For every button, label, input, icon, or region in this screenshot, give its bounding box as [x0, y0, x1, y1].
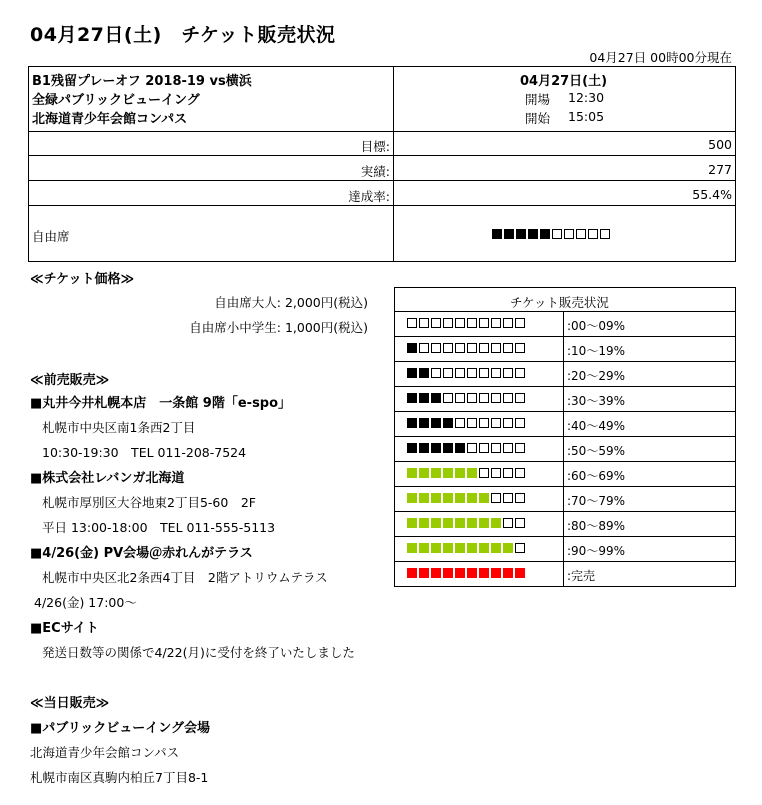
store2-name: ■株式会社レバンガ北海道	[30, 471, 185, 486]
price-adult: 自由席大人: 2,000円(税込)	[214, 295, 368, 310]
legend-row-label: :60～69%	[567, 469, 625, 483]
filled-square-icon	[479, 493, 489, 503]
store1-name: ■丸井今井札幌本店 一条館 9階「e-spo」	[30, 396, 292, 411]
store3-hours: 4/26(金) 17:00～	[34, 595, 137, 610]
empty-square-icon	[503, 418, 513, 428]
empty-square-icon	[479, 318, 489, 328]
empty-square-icon	[503, 318, 513, 328]
legend-row	[394, 412, 736, 437]
filled-square-icon	[407, 493, 417, 503]
empty-square-icon	[419, 318, 429, 328]
legend-row	[394, 337, 736, 362]
filled-square-icon	[443, 493, 453, 503]
filled-square-icon	[419, 368, 429, 378]
open-label: 開場	[525, 92, 551, 107]
filled-square-icon	[431, 443, 441, 453]
filled-square-icon	[431, 493, 441, 503]
empty-square-icon	[455, 343, 465, 353]
actual-label: 実績:	[360, 164, 390, 179]
filled-square-icon	[431, 468, 441, 478]
empty-square-icon	[455, 393, 465, 403]
legend-row-label: :80～89%	[567, 519, 625, 533]
empty-square-icon	[600, 229, 610, 239]
legend-row	[394, 512, 736, 537]
legend-row	[394, 562, 736, 587]
start-time: 15:05	[568, 109, 605, 124]
filled-square-icon	[443, 468, 453, 478]
empty-square-icon	[455, 368, 465, 378]
legend-row	[394, 462, 736, 487]
legend-row-label: :40～49%	[567, 419, 625, 433]
venue-address: 札幌市南区真駒内柏丘7丁目8-1	[30, 770, 209, 785]
filled-square-icon	[467, 543, 477, 553]
filled-square-icon	[419, 418, 429, 428]
filled-square-icon	[407, 568, 417, 578]
empty-square-icon	[443, 393, 453, 403]
empty-square-icon	[515, 518, 525, 528]
legend-row-label: :00～09%	[567, 319, 625, 333]
filled-square-icon	[455, 443, 465, 453]
start-label: 開始	[525, 111, 551, 126]
filled-square-icon	[467, 493, 477, 503]
filled-square-icon	[419, 568, 429, 578]
sameday-heading: ≪当日販売≫	[30, 696, 110, 711]
store3-name: ■4/26(金) PV会場＠赤れんがテラス	[30, 546, 253, 561]
empty-square-icon	[467, 443, 477, 453]
legend-status-bar	[407, 343, 527, 355]
empty-square-icon	[576, 229, 586, 239]
legend-status-bar	[407, 418, 527, 430]
legend-status-bar	[407, 543, 527, 555]
filled-square-icon	[443, 543, 453, 553]
empty-square-icon	[503, 393, 513, 403]
empty-square-icon	[515, 468, 525, 478]
empty-square-icon	[515, 493, 525, 503]
filled-square-icon	[491, 543, 501, 553]
legend-status-bar	[407, 518, 527, 530]
filled-square-icon	[455, 543, 465, 553]
event-name-line-2: 全緑パブリックビューイング	[32, 93, 200, 108]
filled-square-icon	[479, 568, 489, 578]
filled-square-icon	[419, 443, 429, 453]
empty-square-icon	[564, 229, 574, 239]
empty-square-icon	[515, 543, 525, 553]
legend-row-label: :完売	[567, 569, 596, 583]
empty-square-icon	[503, 518, 513, 528]
empty-square-icon	[479, 418, 489, 428]
filled-square-icon	[467, 568, 477, 578]
filled-square-icon	[443, 568, 453, 578]
target-label: 目標:	[360, 139, 390, 154]
filled-square-icon	[467, 468, 477, 478]
empty-square-icon	[515, 443, 525, 453]
ec-site-name: ■ECサイト	[30, 621, 99, 636]
filled-square-icon	[528, 229, 538, 239]
empty-square-icon	[467, 318, 477, 328]
price-heading: ≪チケット価格≫	[30, 272, 135, 287]
empty-square-icon	[491, 393, 501, 403]
legend-row-label: :70～79%	[567, 494, 625, 508]
filled-square-icon	[407, 393, 417, 403]
presale-heading: ≪前売販売≫	[30, 373, 110, 388]
event-date: 04月27日(土)	[520, 74, 608, 89]
filled-square-icon	[455, 518, 465, 528]
legend-row	[394, 387, 736, 412]
filled-square-icon	[407, 368, 417, 378]
empty-square-icon	[491, 468, 501, 478]
empty-square-icon	[479, 443, 489, 453]
empty-square-icon	[467, 393, 477, 403]
filled-square-icon	[431, 543, 441, 553]
empty-square-icon	[491, 368, 501, 378]
filled-square-icon	[407, 443, 417, 453]
filled-square-icon	[443, 518, 453, 528]
actual-value: 277	[708, 162, 732, 177]
empty-square-icon	[443, 318, 453, 328]
filled-square-icon	[492, 229, 502, 239]
filled-square-icon	[455, 468, 465, 478]
empty-square-icon	[503, 468, 513, 478]
legend-row	[394, 312, 736, 337]
filled-square-icon	[419, 468, 429, 478]
filled-square-icon	[407, 543, 417, 553]
filled-square-icon	[455, 568, 465, 578]
filled-square-icon	[540, 229, 550, 239]
legend-row-label: :30～39%	[567, 394, 625, 408]
venue-name: 北海道青少年会館コンパス	[30, 745, 180, 760]
empty-square-icon	[515, 368, 525, 378]
filled-square-icon	[419, 493, 429, 503]
legend-status-bar	[407, 368, 527, 380]
filled-square-icon	[407, 518, 417, 528]
price-child: 自由席小中学生: 1,000円(税込)	[189, 320, 368, 335]
filled-square-icon	[407, 468, 417, 478]
ec-site-note: 発送日数等の関係で4/22(月)に受付を終了いたしました	[42, 645, 355, 660]
empty-square-icon	[503, 343, 513, 353]
filled-square-icon	[504, 229, 514, 239]
filled-square-icon	[467, 518, 477, 528]
filled-square-icon	[491, 568, 501, 578]
empty-square-icon	[479, 368, 489, 378]
target-value: 500	[708, 137, 732, 152]
empty-square-icon	[515, 343, 525, 353]
legend-row-label: :20～29%	[567, 369, 625, 383]
empty-square-icon	[491, 418, 501, 428]
empty-square-icon	[467, 368, 477, 378]
legend-row-label: :90～99%	[567, 544, 625, 558]
filled-square-icon	[503, 543, 513, 553]
store2-address: 札幌市厚別区大谷地東2丁目5-60 2F	[42, 495, 256, 510]
filled-square-icon	[431, 393, 441, 403]
empty-square-icon	[407, 318, 417, 328]
empty-square-icon	[491, 343, 501, 353]
filled-square-icon	[419, 518, 429, 528]
rate-label: 達成率:	[348, 189, 390, 204]
empty-square-icon	[431, 368, 441, 378]
legend-row	[394, 437, 736, 462]
empty-square-icon	[503, 493, 513, 503]
legend-heading: チケット販売状況	[510, 295, 609, 310]
empty-square-icon	[455, 418, 465, 428]
filled-square-icon	[407, 418, 417, 428]
legend-row	[394, 487, 736, 512]
empty-square-icon	[479, 343, 489, 353]
empty-square-icon	[479, 393, 489, 403]
empty-square-icon	[419, 343, 429, 353]
filled-square-icon	[443, 443, 453, 453]
empty-square-icon	[455, 318, 465, 328]
legend-status-bar	[407, 318, 527, 330]
store1-address: 札幌市中央区南1条西2丁目	[42, 420, 196, 435]
filled-square-icon	[407, 343, 417, 353]
legend-status-bar	[407, 393, 527, 405]
venue-heading: ■パブリックビューイング会場	[30, 721, 210, 736]
filled-square-icon	[516, 229, 526, 239]
legend-row-label: :10～19%	[567, 344, 625, 358]
empty-square-icon	[491, 443, 501, 453]
filled-square-icon	[431, 568, 441, 578]
filled-square-icon	[443, 418, 453, 428]
event-name-line-3: 北海道青少年会館コンパス	[32, 112, 188, 127]
rate-value: 55.4%	[692, 187, 732, 202]
legend-row-label: :50～59%	[567, 444, 625, 458]
filled-square-icon	[431, 518, 441, 528]
seat-name: 自由席	[32, 229, 70, 244]
empty-square-icon	[491, 493, 501, 503]
legend-status-bar	[407, 468, 527, 480]
page-title: 04月27日(土) チケット販売状況	[30, 24, 336, 46]
empty-square-icon	[431, 343, 441, 353]
legend-row	[394, 362, 736, 387]
empty-square-icon	[431, 318, 441, 328]
empty-square-icon	[503, 368, 513, 378]
empty-square-icon	[491, 318, 501, 328]
as-of-timestamp: 04月27日 00時00分現在	[589, 50, 732, 65]
legend-status-bar	[407, 493, 527, 505]
empty-square-icon	[443, 343, 453, 353]
store1-hours: 10:30-19:30 TEL 011-208-7524	[42, 445, 247, 460]
seat-status-bar	[492, 229, 612, 239]
empty-square-icon	[443, 368, 453, 378]
legend-row	[394, 537, 736, 562]
empty-square-icon	[479, 468, 489, 478]
filled-square-icon	[479, 518, 489, 528]
store2-hours: 平日 13:00-18:00 TEL 011-555-5113	[42, 520, 276, 535]
filled-square-icon	[419, 393, 429, 403]
empty-square-icon	[467, 343, 477, 353]
filled-square-icon	[455, 493, 465, 503]
store3-address: 札幌市中央区北2条西4丁目 2階アトリウムテラス	[42, 570, 328, 585]
filled-square-icon	[503, 568, 513, 578]
open-time: 12:30	[568, 90, 605, 105]
filled-square-icon	[479, 543, 489, 553]
filled-square-icon	[431, 418, 441, 428]
legend-status-bar	[407, 568, 527, 580]
empty-square-icon	[467, 418, 477, 428]
event-name-line-1: B1残留プレーオフ 2018-19 vs横浜	[32, 74, 252, 89]
empty-square-icon	[515, 318, 525, 328]
empty-square-icon	[515, 393, 525, 403]
empty-square-icon	[515, 418, 525, 428]
filled-square-icon	[491, 518, 501, 528]
empty-square-icon	[503, 443, 513, 453]
filled-square-icon	[515, 568, 525, 578]
legend-status-bar	[407, 443, 527, 455]
filled-square-icon	[419, 543, 429, 553]
empty-square-icon	[552, 229, 562, 239]
empty-square-icon	[588, 229, 598, 239]
